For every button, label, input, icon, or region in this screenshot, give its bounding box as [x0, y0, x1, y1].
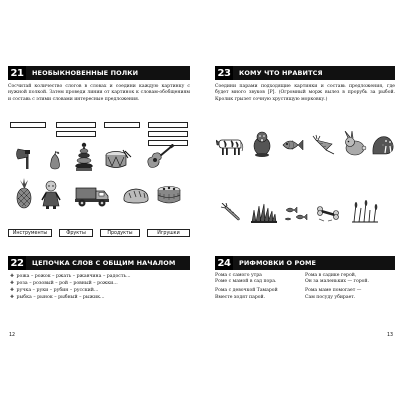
section-23-title: КОМУ ЧТО НРАВИТСЯ [239, 69, 323, 77]
axe-icon [14, 146, 40, 170]
word-chain-item [10, 294, 131, 301]
word-chain-item [10, 280, 131, 287]
rhyme-left [215, 273, 278, 301]
pyramid-toy-icon [74, 142, 94, 172]
category-label-fruits: Фрукты [59, 229, 93, 237]
right-page [200, 0, 400, 400]
rabbit-icon [342, 131, 368, 157]
reeds-icon [350, 200, 380, 224]
pear-icon [46, 150, 64, 170]
shelf-slot-1 [10, 122, 46, 128]
rhyme-right [305, 273, 369, 301]
section-22-header [8, 256, 190, 270]
diamond-bullet-icon: ❖ [10, 274, 15, 279]
category-label-toys: Игрушки [147, 229, 190, 237]
word-chain-item [10, 287, 131, 294]
pineapple-icon [14, 178, 34, 210]
section-22-title: ЦЕПОЧКА СЛОВ С ОБЩИМ НАЧАЛОМ [32, 259, 176, 267]
cake-icon [156, 184, 182, 208]
section-24-title: РИФМОВКИ О РОМЕ [239, 259, 317, 267]
drum-icon [104, 149, 132, 171]
word-chain-text: рожа – рожок – ржать – ржавчина – радость... [16, 274, 131, 279]
page-number-left: 12 [9, 333, 16, 338]
word-chain-text: ручка – руки – рубин – русский... [16, 288, 99, 293]
rhyme-line: Рома с самого утра [215, 273, 262, 278]
doll-icon [40, 178, 62, 210]
shelf-slot-4 [104, 122, 140, 128]
carrot-bundle-icon [312, 134, 336, 156]
rhyme-line: Рома в садике герой, [305, 273, 357, 278]
category-label-products: Продукты [100, 229, 140, 237]
section-21-title: НЕОБЫКНОВЕННЫЕ ПОЛКИ [32, 69, 139, 77]
section-24-header [215, 256, 395, 270]
rhyme-line: Сам посуду убирает. [305, 294, 356, 300]
shelf-slot-6 [148, 131, 188, 137]
fish-school-icon [284, 204, 310, 224]
rhyme-line: Роме с мамой в сад пора. [215, 279, 277, 285]
page-number-right: 13 [387, 333, 394, 338]
section-23-header [215, 66, 395, 80]
section-24-number: 24 [215, 256, 233, 270]
section-21-header [8, 66, 190, 80]
diamond-bullet-icon: ❖ [10, 281, 15, 286]
rhyme-line: Он за маленьких — горой. [305, 279, 369, 285]
walrus-icon [370, 131, 396, 157]
bread-loaf-icon [122, 186, 150, 206]
guitar-icon [146, 144, 176, 170]
section-21-number: 21 [8, 66, 26, 80]
rhyme-line: Рома с девочкой Тамарой [215, 288, 278, 294]
diamond-bullet-icon: ❖ [10, 288, 15, 293]
beaver-icon [250, 131, 274, 157]
shelf-slot-5 [148, 122, 188, 128]
category-label-tools: Инструменты [8, 229, 52, 237]
carrot-icon [220, 203, 244, 223]
word-chain-text: рыбка – рынок – рыбный – рыжик... [16, 295, 105, 300]
shelf-slot-2 [56, 122, 96, 128]
section-21-instructions: Сосчитай количество слогов в словах и соедини каждую картинку с нужной полкой. Затем проведи линии от картинок к словам-обобщениям и составь с этими словами интересные предложения. [8, 84, 190, 102]
cow-icon [216, 133, 244, 157]
section-23-number: 23 [215, 66, 233, 80]
word-chain [10, 273, 131, 301]
bone-icon [316, 203, 340, 223]
section-23-instructions: Соедини парами подходящие картинки и составь предложения, где будет много звуков [Р]. (Огромный морж вылез в прорубь за рыбой. Кролик грызет сочную хрустящую морковку.) [215, 84, 395, 102]
word-chain-text: роза – розовый – рой – ровный – рожки... [16, 281, 118, 286]
toy-truck-icon [74, 184, 110, 208]
rhyme-line: Вместе ходят парой. [215, 294, 266, 300]
rhyme-line: Рома маме помогает — [305, 288, 362, 294]
word-chain-item [10, 273, 131, 280]
section-22-number: 22 [8, 256, 26, 270]
shelf-slot-3 [56, 131, 96, 137]
diamond-bullet-icon: ❖ [10, 295, 15, 300]
grass-icon [250, 200, 278, 224]
fish-icon [280, 133, 304, 157]
